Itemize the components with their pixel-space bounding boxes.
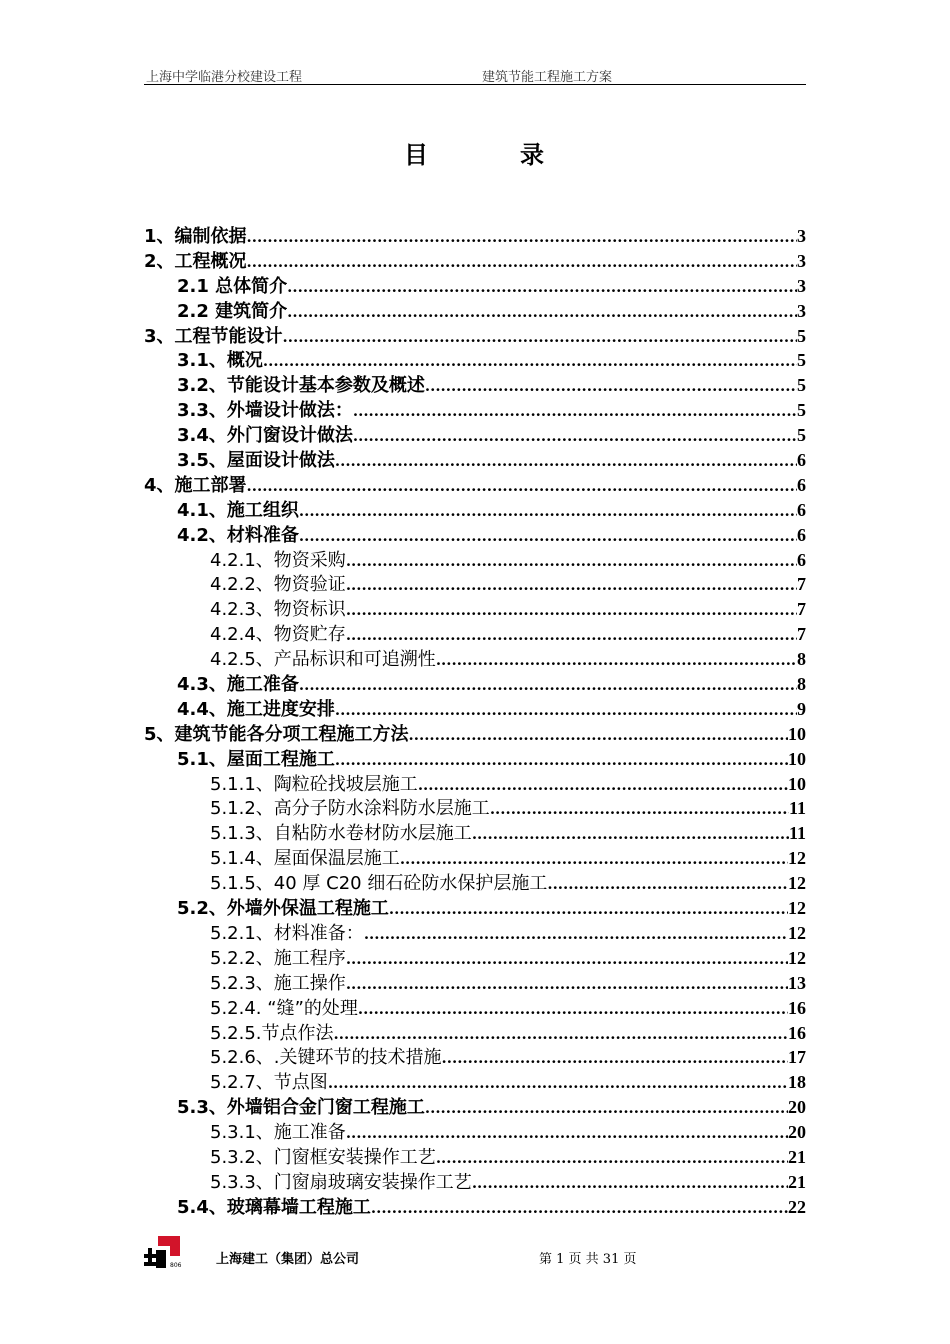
toc-leader-dots xyxy=(346,1121,788,1145)
toc-entry-label: 5.2.3、施工操作 xyxy=(210,972,346,994)
toc-entry[interactable] xyxy=(144,996,806,1021)
toc-leader-dots xyxy=(346,972,788,996)
title-char-1: 目 xyxy=(404,141,430,169)
toc-entry-page: 5 xyxy=(797,425,806,446)
toc-leader-dots xyxy=(299,499,797,523)
toc-entry[interactable] xyxy=(144,772,806,797)
toc-entry-label: 4.3、施工准备 xyxy=(177,674,299,696)
toc-entry[interactable] xyxy=(144,299,806,324)
toc-leader-dots xyxy=(353,424,797,448)
toc-leader-dots xyxy=(371,1196,788,1220)
toc-entry-label: 4.2.3、物资标识 xyxy=(210,599,346,621)
toc-entry-page: 3 xyxy=(797,226,806,246)
toc-entry-page: 8 xyxy=(797,649,806,670)
header-document-name: 建筑节能工程施工方案 xyxy=(482,70,613,85)
toc-entry-page: 10 xyxy=(788,773,806,794)
toc-entry-label: 4.2.5、产品标识和可追溯性 xyxy=(210,649,436,671)
toc-title xyxy=(0,135,950,170)
toc-leader-dots xyxy=(346,623,797,647)
toc-leader-dots xyxy=(346,549,797,573)
toc-entry-label: 5.2.2、施工程序 xyxy=(210,947,346,969)
toc-entry-page: 6 xyxy=(797,474,806,495)
toc-entry-label: 5、建筑节能各分项工程施工方法 xyxy=(144,723,409,745)
toc-entry[interactable] xyxy=(144,921,806,946)
page-header xyxy=(144,64,806,85)
toc-entry[interactable] xyxy=(144,871,806,896)
toc-entry-label: 3.1、概况 xyxy=(177,350,263,372)
toc-entry-page: 7 xyxy=(797,624,806,645)
toc-entry-page: 6 xyxy=(797,450,806,471)
toc-leader-dots xyxy=(425,1096,788,1120)
toc-leader-dots xyxy=(346,947,788,971)
toc-leader-dots xyxy=(547,872,788,896)
toc-entry-page: 16 xyxy=(788,1022,806,1043)
toc-entry[interactable] xyxy=(144,796,806,821)
toc-entry[interactable] xyxy=(144,697,806,722)
toc-entry-page: 16 xyxy=(788,997,806,1018)
toc-entry[interactable] xyxy=(144,473,806,498)
toc-entry-page: 10 xyxy=(788,748,806,769)
toc-leader-dots xyxy=(472,1171,788,1195)
toc-leader-dots xyxy=(358,997,788,1021)
toc-leader-dots xyxy=(247,250,797,274)
toc-entry-page: 6 xyxy=(797,499,806,520)
toc-entry-label: 3.3、外墙设计做法： xyxy=(177,400,353,422)
toc-entry[interactable] xyxy=(144,946,806,971)
toc-leader-dots xyxy=(328,1071,788,1095)
toc-entry-page: 3 xyxy=(797,250,806,271)
toc-entry-label: 4.2、材料准备 xyxy=(177,524,299,546)
toc-entry[interactable] xyxy=(144,1021,806,1046)
toc-entry[interactable] xyxy=(144,1095,806,1120)
toc-entry-label: 3.5、屋面设计做法 xyxy=(177,450,335,472)
toc-entry[interactable] xyxy=(144,398,806,423)
toc-leader-dots xyxy=(418,773,788,797)
toc-entry[interactable] xyxy=(144,348,806,373)
company-logo xyxy=(144,1236,182,1272)
toc-entry-label: 5.3.3、门窗扇玻璃安装操作工艺 xyxy=(210,1171,472,1193)
footer-page-info: 第 1 页 共 31 页 xyxy=(539,1252,637,1267)
toc-entry-page: 3 xyxy=(797,300,806,321)
toc-entry-label: 2、工程概况 xyxy=(144,250,247,272)
toc-leader-dots xyxy=(353,399,797,423)
toc-entry-label: 2.1 总体简介 xyxy=(177,275,288,297)
toc-entry-page: 18 xyxy=(788,1072,806,1093)
toc-entry-page: 5 xyxy=(797,375,806,396)
toc-entry-page: 17 xyxy=(788,1047,806,1068)
toc-leader-dots xyxy=(299,524,797,548)
toc-entry-label: 3.4、外门窗设计做法 xyxy=(177,425,353,447)
toc-entry[interactable] xyxy=(144,597,806,622)
toc-entry[interactable] xyxy=(144,1070,806,1095)
toc-leader-dots xyxy=(364,922,788,946)
footer-company-name: 上海建工（集团）总公司 xyxy=(216,1252,360,1267)
toc-entry-page: 21 xyxy=(788,1171,806,1192)
toc-entry[interactable] xyxy=(144,423,806,448)
toc-entry-page: 7 xyxy=(797,599,806,620)
toc-entry[interactable] xyxy=(144,846,806,871)
toc-entry-label: 3、工程节能设计 xyxy=(144,325,283,347)
toc-entry-page: 8 xyxy=(797,674,806,695)
toc-entry-label: 5.1.1、陶粒砼找坡层施工 xyxy=(210,773,418,795)
toc-entry-page: 11 xyxy=(788,798,806,819)
logo-text: 806 xyxy=(170,1262,182,1269)
toc-entry-page: 3 xyxy=(797,275,806,296)
toc-leader-dots xyxy=(335,748,788,772)
toc-entry[interactable] xyxy=(144,1195,806,1220)
toc-entry-label: 4.1、施工组织 xyxy=(177,499,299,521)
toc-entry-page: 5 xyxy=(797,350,806,371)
toc-leader-dots xyxy=(409,723,788,747)
toc-entry[interactable] xyxy=(144,722,806,747)
toc-entry[interactable] xyxy=(144,548,806,573)
toc-entry[interactable] xyxy=(144,672,806,697)
toc-leader-dots xyxy=(247,474,797,498)
toc-entry-label: 5.3.1、施工准备 xyxy=(210,1122,346,1144)
toc-leader-dots xyxy=(490,797,789,821)
table-of-contents xyxy=(144,224,806,1220)
toc-entry-label: 1、编制依据 xyxy=(144,226,247,247)
toc-entry-label: 5.2.6、.关键环节的技术措施 xyxy=(210,1047,442,1069)
toc-entry[interactable] xyxy=(144,647,806,672)
toc-entry-page: 22 xyxy=(788,1196,806,1217)
toc-leader-dots xyxy=(263,349,797,373)
toc-leader-dots xyxy=(247,225,797,249)
toc-entry-label: 5.1.4、屋面保温层施工 xyxy=(210,848,400,870)
toc-entry-label: 4.2.2、物资验证 xyxy=(210,574,346,596)
title-char-2: 录 xyxy=(520,141,546,169)
toc-entry-page: 20 xyxy=(788,1122,806,1143)
toc-entry-label: 5.2.7、节点图 xyxy=(210,1072,328,1094)
toc-entry-label: 5.4、玻璃幕墙工程施工 xyxy=(177,1196,371,1218)
toc-entry[interactable] xyxy=(144,523,806,548)
toc-entry[interactable] xyxy=(144,896,806,921)
toc-leader-dots xyxy=(334,1022,788,1046)
toc-entry-label: 5.2.1、材料准备： xyxy=(210,922,364,944)
toc-entry-label: 3.2、节能设计基本参数及概述 xyxy=(177,375,425,397)
toc-entry-page: 5 xyxy=(797,325,806,346)
toc-entry-page: 12 xyxy=(788,873,806,894)
toc-entry-label: 5.2、外墙外保温工程施工 xyxy=(177,898,389,920)
toc-entry-page: 6 xyxy=(797,524,806,545)
toc-entry[interactable] xyxy=(144,821,806,846)
toc-entry[interactable] xyxy=(144,1120,806,1145)
toc-entry-label: 5.3.2、门窗框安装操作工艺 xyxy=(210,1146,436,1168)
toc-entry[interactable] xyxy=(144,249,806,274)
toc-leader-dots xyxy=(389,897,788,921)
toc-entry-label: 5.3、外墙铝合金门窗工程施工 xyxy=(177,1097,425,1119)
toc-entry-label: 5.1.2、高分子防水涂料防水层施工 xyxy=(210,798,490,820)
toc-entry[interactable] xyxy=(144,572,806,597)
toc-entry-label: 5.2.5.节点作法 xyxy=(210,1022,334,1044)
header-project-name: 上海中学临港分校建设工程 xyxy=(146,70,303,85)
toc-leader-dots xyxy=(287,300,797,324)
toc-entry[interactable] xyxy=(144,971,806,996)
toc-entry-label: 5.1.3、自粘防水卷材防水层施工 xyxy=(210,823,472,845)
toc-entry-label: 4.2.1、物资采购 xyxy=(210,549,346,571)
toc-leader-dots xyxy=(400,847,788,871)
toc-entry-page: 5 xyxy=(797,400,806,421)
toc-entry-page: 12 xyxy=(788,922,806,943)
toc-entry[interactable] xyxy=(144,274,806,299)
toc-entry[interactable] xyxy=(144,1045,806,1070)
toc-entry-label: 4、施工部署 xyxy=(144,474,247,496)
toc-entry-label: 5.1、屋面工程施工 xyxy=(177,748,335,770)
toc-entry-page: 11 xyxy=(788,823,806,844)
toc-leader-dots xyxy=(442,1046,788,1070)
toc-entry-page: 7 xyxy=(797,574,806,595)
toc-entry-page: 20 xyxy=(788,1097,806,1118)
toc-entry[interactable] xyxy=(144,324,806,349)
toc-entry[interactable] xyxy=(144,1145,806,1170)
toc-entry-label: 2.2 建筑简介 xyxy=(177,300,288,322)
toc-entry-page: 9 xyxy=(797,698,806,719)
toc-entry[interactable] xyxy=(144,1170,806,1195)
toc-entry-page: 6 xyxy=(797,549,806,570)
toc-entry-page: 10 xyxy=(788,723,806,744)
toc-leader-dots xyxy=(436,1146,788,1170)
toc-leader-dots xyxy=(335,698,797,722)
toc-leader-dots xyxy=(287,275,797,299)
toc-entry[interactable] xyxy=(144,224,806,249)
toc-entry-page: 12 xyxy=(788,848,806,869)
toc-entry[interactable] xyxy=(144,622,806,647)
toc-entry-label: 4.4、施工进度安排 xyxy=(177,698,335,720)
toc-entry-label: 5.1.5、40 厚 C20 细石砼防水保护层施工 xyxy=(210,873,548,895)
toc-leader-dots xyxy=(472,822,789,846)
toc-entry-page: 12 xyxy=(788,947,806,968)
toc-entry-page: 21 xyxy=(788,1146,806,1167)
toc-entry[interactable] xyxy=(144,373,806,398)
toc-entry[interactable] xyxy=(144,448,806,473)
toc-leader-dots xyxy=(346,598,797,622)
toc-leader-dots xyxy=(436,648,797,672)
toc-entry[interactable] xyxy=(144,498,806,523)
toc-leader-dots xyxy=(425,374,797,398)
toc-leader-dots xyxy=(335,449,797,473)
toc-entry-page: 13 xyxy=(788,972,806,993)
toc-leader-dots xyxy=(346,573,797,597)
page-footer xyxy=(144,1236,806,1276)
toc-entry-label: 4.2.4、物资贮存 xyxy=(210,624,346,646)
toc-leader-dots xyxy=(283,325,797,349)
toc-entry-label: 5.2.4. “缝”的处理 xyxy=(210,997,358,1019)
toc-entry[interactable] xyxy=(144,747,806,772)
toc-entry-page: 12 xyxy=(788,898,806,919)
toc-leader-dots xyxy=(299,673,797,697)
